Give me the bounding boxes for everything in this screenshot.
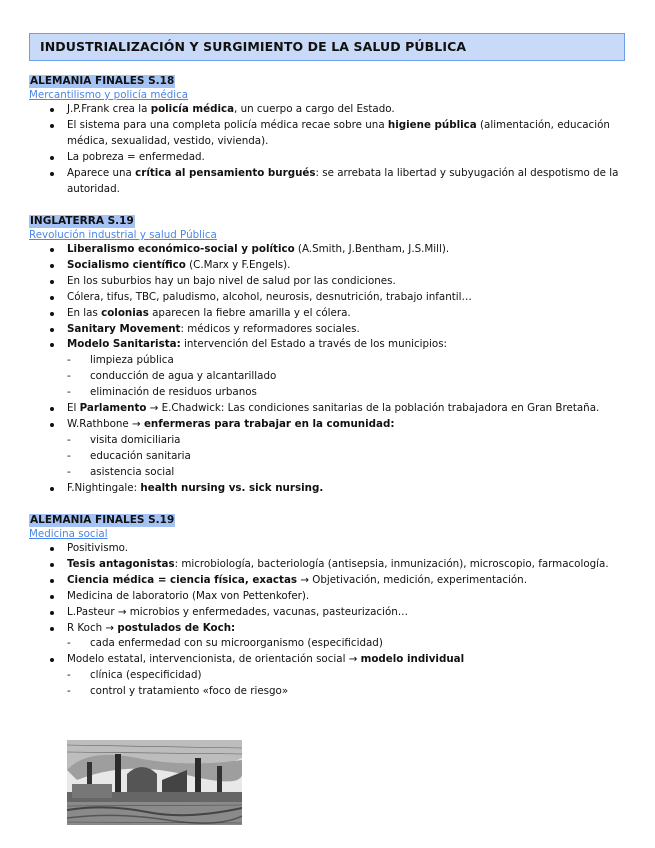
item-text: : microbiología, bacteriología (antisepsia, inmunización), microscopio, farmacología. <box>174 557 609 570</box>
sub-list-item: - eliminación de residuos urbanos <box>29 385 625 401</box>
sub-list-item: - limpieza pública <box>29 353 625 369</box>
item-text: intervención del Estado a través de los municipios: <box>180 338 448 351</box>
list-item <box>29 541 625 557</box>
list-item <box>29 481 625 497</box>
sub-list-item: - visita domiciliaria <box>29 433 625 449</box>
item-bold-text: Sanitary Movement <box>67 322 181 335</box>
item-text: : se arrebata la libertad y subyugación al despotismo de la autoridad. <box>67 166 619 195</box>
item-bold-text: Liberalismo económico-social y político <box>67 243 295 255</box>
item-text: F.Nightingale: <box>67 481 141 494</box>
item-text: → Objetivación, medición, experimentación. <box>297 573 527 586</box>
list-item <box>29 589 625 605</box>
list-item <box>29 401 625 417</box>
item-bold-text: colonias <box>101 306 149 319</box>
item-text: R Koch → <box>67 621 118 634</box>
list-item <box>29 322 625 338</box>
list-item <box>29 274 625 290</box>
list-item <box>29 573 625 589</box>
sub-list-item: - educación sanitaria <box>29 449 625 465</box>
item-bold-text: modelo individual <box>360 653 465 666</box>
item-text: (A.Smith, J.Bentham, J.S.Mill). <box>294 243 450 255</box>
sub-list-item: - control y tratamiento «foco de riesgo» <box>29 684 625 700</box>
item-bold-text: Modelo Sanitarista: <box>67 338 181 351</box>
list-item <box>29 166 625 198</box>
item-text: W.Rathbone → <box>67 417 144 430</box>
list-item <box>29 150 625 166</box>
item-bold-text: postulados de Koch: <box>117 621 236 634</box>
section-subtitle: Revolución industrial y salud Pública <box>29 229 217 241</box>
list-item <box>29 605 625 621</box>
bullet-list <box>29 102 625 197</box>
item-text: En los suburbios hay un bajo nivel de salud por las condiciones. <box>67 274 396 287</box>
list-item <box>29 102 625 118</box>
list-item <box>29 118 625 150</box>
bullet-list <box>29 242 625 497</box>
item-text: , un cuerpo a cargo del Estado. <box>234 103 395 115</box>
item-text: aparecen la fiebre amarilla y el cólera. <box>148 306 351 319</box>
section-subtitle: Mercantilismo y policía médica <box>29 89 189 101</box>
item-text: → E.Chadwick: Las condiciones sanitarias de la población trabajadora en Gran Bretaña. <box>146 402 600 415</box>
list-item <box>29 621 625 637</box>
section-heading: INGLATERRA S.19 <box>30 215 134 227</box>
list-item <box>29 557 625 573</box>
list-item <box>29 290 625 306</box>
item-bold-text: crítica al pensamiento burgués <box>135 166 316 179</box>
sub-list-item: - asistencia social <box>29 465 625 481</box>
industrial-factory-image <box>67 740 242 825</box>
item-text: L.Pasteur → microbios y enfermedades, vacunas, pasteurización… <box>67 605 409 618</box>
item-text: La pobreza = enfermedad. <box>67 150 205 163</box>
item-bold-text: Socialismo científico <box>67 258 186 271</box>
list-item <box>29 258 625 274</box>
item-text: El <box>67 402 80 415</box>
item-text: El sistema para una completa policía médica recae sobre una <box>67 118 388 131</box>
list-item <box>29 242 625 258</box>
item-text: En las <box>67 306 102 319</box>
item-text: Cólera, tifus, TBC, paludismo, alcohol, neurosis, desnutrición, trabajo infantil… <box>67 290 472 303</box>
item-bold-text: health nursing vs. sick nursing. <box>140 481 324 494</box>
item-bold-text: Ciencia médica = ciencia física, exactas <box>67 573 298 586</box>
item-bold-text: policía médica <box>150 103 235 115</box>
item-bold-text: higiene pública <box>387 118 477 131</box>
item-text: (C.Marx y F.Engels). <box>185 258 291 271</box>
item-bold-text: enfermeras para trabajar en la comunidad: <box>143 417 395 430</box>
item-text: Modelo estatal, intervencionista, de orientación social → <box>67 653 361 666</box>
section-alemania-s19 <box>29 508 625 700</box>
sub-list-item: - conducción de agua y alcantarillado <box>29 369 625 385</box>
page-title: INDUSTRIALIZACIÓN Y SURGIMIENTO DE LA SALUD PÚBLICA <box>29 33 625 61</box>
list-item <box>29 337 625 353</box>
item-bold-text: Tesis antagonistas <box>67 557 175 570</box>
item-text: J.P.Frank crea la <box>67 103 151 115</box>
sub-list-item: - clínica (especificidad) <box>29 668 625 684</box>
section-alemania-s18 <box>29 69 625 197</box>
section-inglaterra-s19 <box>29 209 625 497</box>
item-text: Medicina de laboratorio (Max von Pettenkofer). <box>67 589 310 602</box>
list-item <box>29 652 625 668</box>
section-subtitle: Medicina social <box>29 528 108 540</box>
item-text: (alimentación, educación médica, sexualidad, vestido, vivienda). <box>67 118 610 147</box>
list-item <box>29 417 625 433</box>
list-item <box>29 306 625 322</box>
item-text: : médicos y reformadores sociales. <box>180 322 360 335</box>
section-heading: ALEMANIA FINALES S.18 <box>30 75 175 87</box>
section-heading: ALEMANIA FINALES S.19 <box>30 514 175 526</box>
item-text: Positivismo. <box>67 542 129 554</box>
sub-list-item: - cada enfermedad con su microorganismo (especificidad) <box>29 636 625 652</box>
item-bold-text: Parlamento <box>79 402 147 415</box>
item-text: Aparece una <box>67 166 136 179</box>
bullet-list <box>29 541 625 700</box>
